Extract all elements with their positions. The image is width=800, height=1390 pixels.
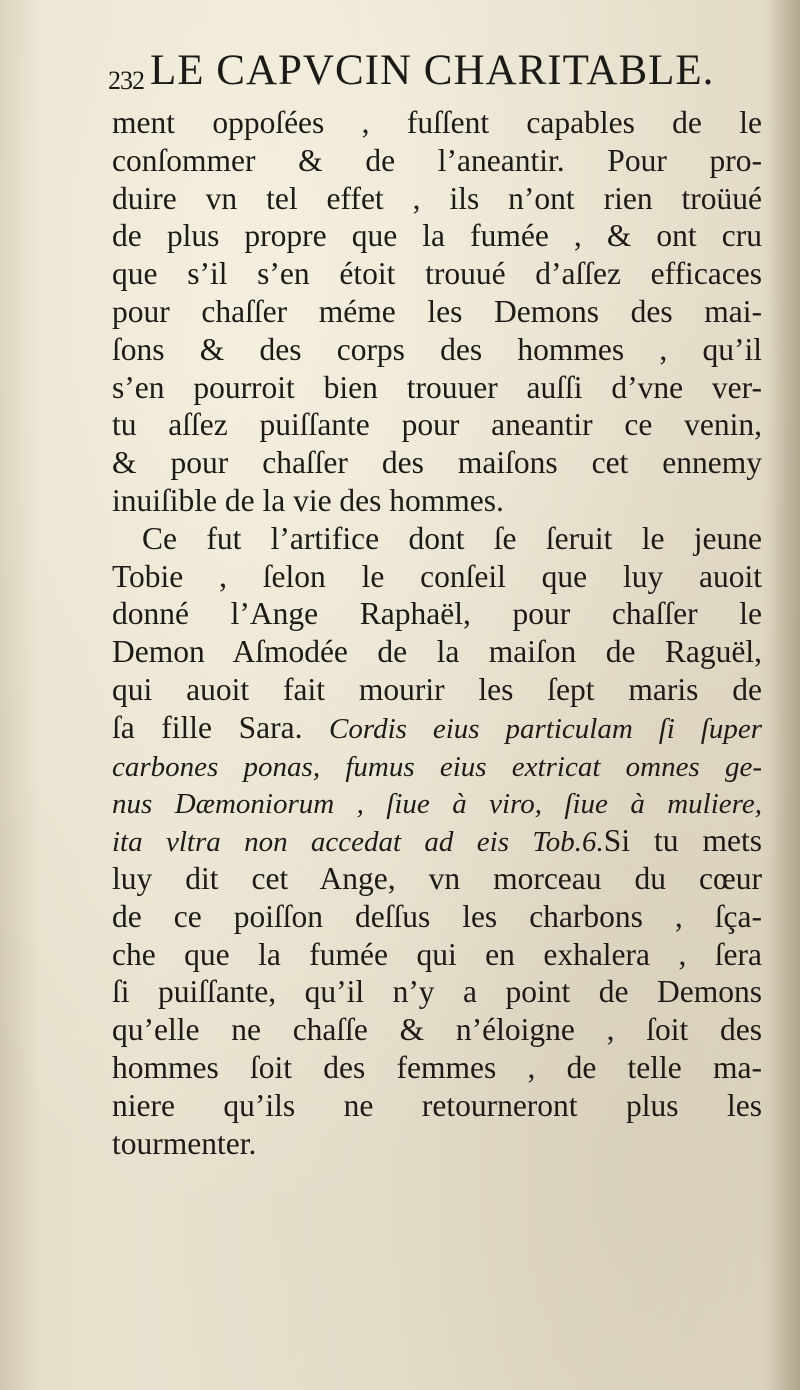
text-line: [112, 217, 762, 255]
body-text: [112, 104, 762, 1162]
text-line: [112, 331, 762, 369]
text-line: [112, 104, 762, 142]
text-segment: ſi puiſſante, qu’il n’y a point de Demons: [112, 974, 762, 1010]
text-line: [112, 142, 762, 180]
text-segment: hommes ſoit des femmes , de telle ma-: [112, 1049, 762, 1085]
text-segment: inuiſible de la vie des hommes.: [112, 482, 504, 518]
text-line: [112, 293, 762, 331]
text-line: [112, 936, 762, 974]
text-segment: ſa fille Sara.: [112, 709, 330, 745]
page-header: [108, 46, 768, 102]
text-line: [112, 973, 762, 1011]
latin-quotation: Cordis eius particulam ſi ſuper: [329, 712, 762, 745]
text-line: [112, 633, 762, 671]
text-line: [112, 1011, 762, 1049]
text-line: [112, 520, 762, 558]
latin-quotation: carbones ponas, fumus eius extricat omnes ge-: [112, 750, 762, 783]
text-segment: donné l’Ange Raphaël, pour chaſſer le: [112, 596, 762, 632]
text-segment: s’en pourroit bien trouuer auſſi d’vne ver-: [112, 369, 762, 405]
text-segment: pour chaſſer méme les Demons des mai-: [112, 293, 762, 329]
text-segment: che que la fumée qui en exhalera , ſera: [112, 936, 762, 972]
text-segment: Si tu mets: [603, 823, 762, 859]
text-segment: de plus propre que la fumée , & ont cru: [112, 218, 762, 254]
text-segment: Tobie , ſelon le conſeil que luy auoit: [112, 558, 762, 594]
text-segment: ſons & des corps des hommes , qu’il: [112, 331, 762, 367]
text-line: [112, 784, 762, 822]
text-segment: niere qu’ils ne retourneront plus les: [112, 1087, 762, 1123]
text-segment: tu aſſez puiſſante pour aneantir ce venin,: [112, 407, 762, 443]
text-segment: que s’il s’en étoit trouué d’aſſez efficaces: [112, 256, 762, 292]
text-line: [112, 1049, 762, 1087]
text-segment: Demon Aſmodée de la maiſon de Raguël,: [112, 634, 762, 670]
page-gutter-shadow: [770, 0, 800, 1390]
page-number: 232: [108, 66, 144, 95]
text-segment: luy dit cet Ange, vn morceau du cœur: [112, 860, 762, 896]
text-line: [112, 369, 762, 407]
text-line: [112, 444, 762, 482]
text-line: [112, 595, 762, 633]
running-title: LE CAPVCIN CHARITABLE.: [150, 47, 715, 94]
text-segment: ment oppoſées , fuſſent capables de le: [112, 105, 762, 140]
text-line: [112, 860, 762, 898]
text-segment: Ce fut l’artifice dont ſe ſeruit le jeune: [142, 520, 762, 556]
text-segment: duire vn tel effet , ils n’ont rien troüué: [112, 180, 762, 216]
text-line: [112, 406, 762, 444]
text-line: [112, 1087, 762, 1125]
text-line: [112, 180, 762, 218]
text-line: [112, 709, 762, 747]
text-segment: tourmenter.: [112, 1125, 257, 1161]
text-line: [112, 898, 762, 936]
text-segment: de ce poiſſon deſſus les charbons , ſça-: [112, 898, 762, 934]
text-segment: conſommer & de l’aneantir. Pour pro-: [112, 142, 762, 178]
latin-quotation: ita vltra non accedat ad eis Tob.6.: [112, 826, 604, 859]
text-line: [112, 822, 762, 860]
text-line: [112, 747, 762, 785]
latin-quotation: nus Dæmoniorum , ſiue à viro, ſiue à muliere,: [112, 788, 762, 821]
text-line: [112, 482, 762, 520]
text-segment: qui auoit fait mourir les ſept maris de: [112, 671, 762, 707]
text-line: [112, 558, 762, 596]
text-segment: & pour chaſſer des maiſons cet ennemy: [112, 445, 762, 481]
text-line: [112, 671, 762, 709]
text-line: [112, 1125, 762, 1163]
text-line: [112, 255, 762, 293]
text-segment: qu’elle ne chaſſe & n’éloigne , ſoit des: [112, 1012, 762, 1048]
